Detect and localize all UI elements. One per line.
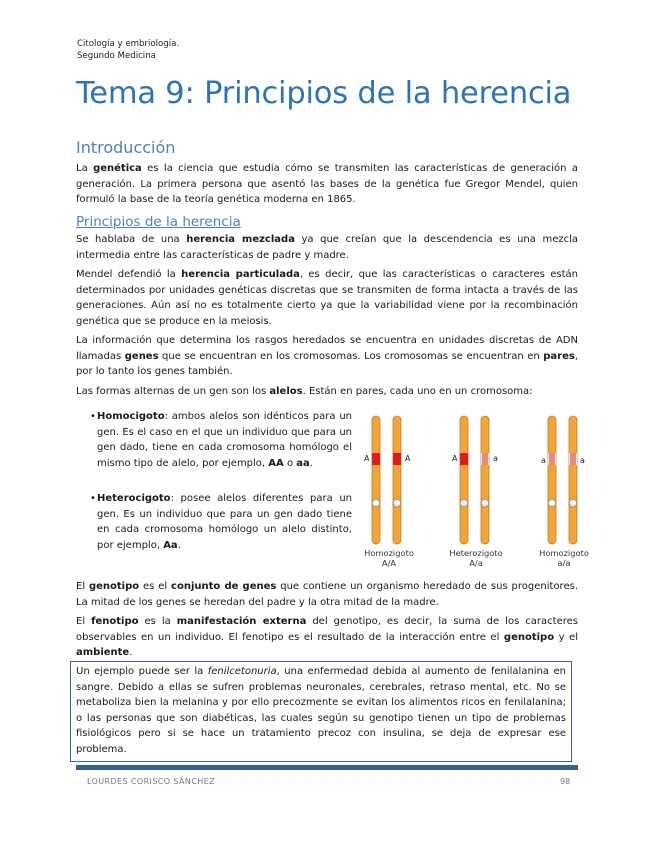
allele-label: a (541, 456, 546, 465)
paragraph-alelos: Las formas alternas de un gen son los alelos. Están en pares, cada uno en un cromosoma: (76, 386, 533, 397)
allele-label: a (580, 456, 585, 465)
centromere (461, 500, 468, 507)
chromosome (481, 416, 489, 544)
intro-paragraph: La genética es la ciencia que estudia cómo se transmiten las características de generación a generación. La primera persona que asentó las bases de la genética fue Gregor Mendel, quien formuló la base de la teoría genética moderna en 1865. (76, 163, 578, 206)
allele-band (372, 453, 380, 465)
allele-band (393, 453, 401, 465)
chromosome (393, 416, 401, 544)
header-course: Citología y embriología. (77, 39, 180, 49)
section-heading-introduccion: Introducción (76, 138, 176, 157)
figure-label-homozygous-dominant: Homozigoto A/A (364, 548, 414, 568)
bullet-dot: • (90, 493, 96, 504)
allele-label: A (452, 454, 458, 463)
chromosome (548, 416, 556, 544)
allele-label: A (364, 454, 370, 463)
centromere (482, 500, 489, 507)
chromosome-pair-homozygous-dominant (372, 416, 401, 544)
bullet-homocigoto: • Homocigoto: ambos alelos son idénticos para un gen. Es el caso en el que un individuo que para un gen dado, tiene en cada cromosoma homólogo el mismo tipo de alelo, por ejemplo, AA o aa. (90, 411, 352, 469)
centromere (394, 500, 401, 507)
allele-label: a (493, 454, 498, 463)
chromosome (372, 416, 380, 544)
centromere (549, 500, 556, 507)
chromosome-figure (356, 408, 586, 568)
paragraph-herencia-particulada: Mendel defendió la herencia particulada, es decir, que las características o caracteres están determinados por unidades genéticas discretas que se transmiten de forma intacta a través de las generaciones. Aún así no es totalmente cierto ya que la variabilidad viene por la recombinación genética que se produce en la meiosis. (76, 269, 579, 327)
bullet-heterocigoto: • Heterocigoto: posee alelos diferentes para un gen. Es un individuo que para un gen dado tiene en cada cromosoma homólogo un alelo distinto, por ejemplo, Aa. (90, 493, 352, 551)
paragraph-genotipo: El genotipo es el conjunto de genes que contiene un organismo heredado de sus progenitores. La mitad de los genes se heredan del padre y la otra mitad de la madre. (76, 581, 578, 608)
footer-rule (76, 765, 578, 770)
allele-band (460, 453, 468, 465)
footer-author: LOURDES CORISCO SÁNCHEZ (87, 777, 216, 786)
paragraph-genes: La información que determina los rasgos heredados se encuentra en unidades discretas de ADN llamadas genes que se encuentran en los cromosomas. Los cromosomas se encuentran en pares, por lo tanto los genes también. (76, 335, 579, 378)
footer-page-number: 98 (560, 777, 571, 786)
running-header (77, 38, 179, 62)
header-year: Segundo Medicina (77, 51, 156, 61)
allele-label: A (405, 454, 411, 463)
bullet-dot: • (90, 411, 96, 422)
chromosome (460, 416, 468, 544)
centromere (373, 500, 380, 507)
subsection-heading-principios: Principios de la herencia (76, 214, 241, 230)
page-title: Tema 9: Principios de la herencia (76, 76, 572, 111)
chromosome (569, 416, 577, 544)
chromosome-pair-homozygous-recessive (548, 416, 577, 544)
centromere (570, 500, 577, 507)
chromosome-pair-heterozygous (460, 416, 489, 544)
figure-label-homozygous-recessive: Homozigoto a/a (539, 548, 589, 568)
figure-label-heterozygous: Heterozigoto A/a (449, 548, 503, 568)
paragraph-ejemplo-fenilcetonuria: Un ejemplo puede ser la fenilcetonuria, una enfermedad debida al aumento de fenilalanina en sangre. Debido a ellas se sufren problemas neuronales, cerebrales, retraso mental, etc. No se metaboliza bien la melanina y por ello precozmente se evitan los alimentos ricos en fenilalanina; o las personas que son diabéticas, las cuales según su genotipo tienen un tipo de problemas fisiológicos pero si se hace un tratamiento precoz con insulina, se deja de expresar ese problema. (76, 666, 566, 755)
paragraph-herencia-mezclada: Se hablaba de una herencia mezclada ya que creían que la descendencia es una mezcla intermedia entre las características de padre y madre. (76, 234, 578, 261)
paragraph-fenotipo: El fenotipo es la manifestación externa del genotipo, es decir, la suma de los caracteres observables en un individuo. El fenotipo es el resultado de la interacción entre el genotipo y el ambiente. (76, 616, 578, 659)
